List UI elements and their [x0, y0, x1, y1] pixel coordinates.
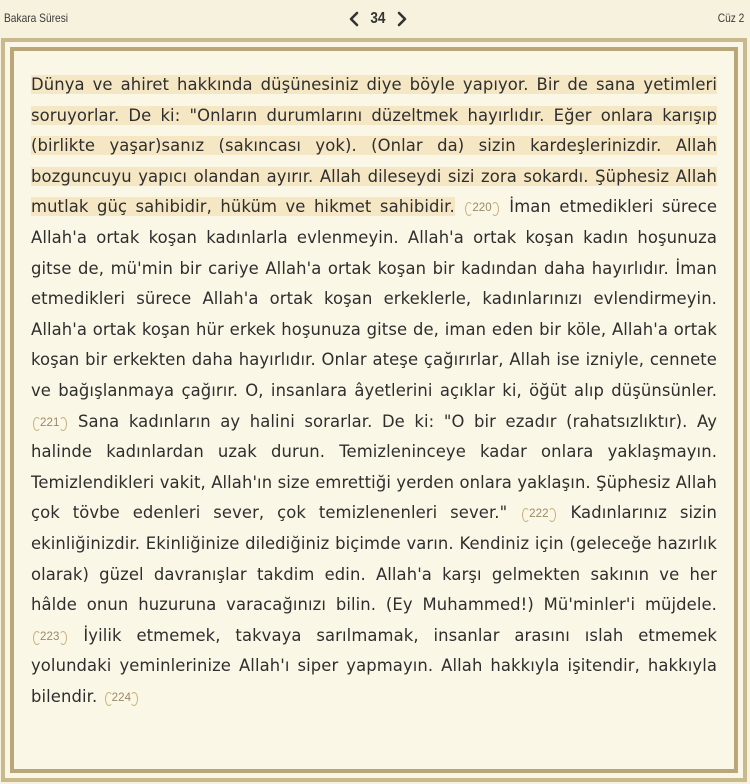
verse-number-badge: 221 — [33, 415, 67, 431]
chevron-left-icon[interactable] — [345, 8, 363, 30]
surah-name[interactable]: Bakara Süresi — [4, 11, 69, 25]
verse-text: İman etmedikleri sürece Allah'a ortak koşan kadınlarla evlenmeyin. Allah'a ortak koşan kadın hoşunuza gitse de, mü'min bir cariye Allah'a ortak koşan bir kadından daha hayırlıdır. İman etmedikleri sürece Allah'a ortak koşan erkeklerle, kadınlarınızı evlendirmeyin. Allah'a ortak koşan hür erkek hoşunuza gitse de, iman eden bir köle, Allah'a ortak koşan bir erkekten daha hayırlıdır. Onlar ateşe çağırırlar, Allah ise izniyle, cennete ve bağışlanmaya çağırır. O, insanlara âyetlerini açıklar ki, öğüt alıp düşünsünler. — [31, 197, 718, 400]
verse-number-badge: 223 — [33, 629, 67, 645]
verse-text: Sana kadınların ay halini sorarlar. De ki: "O bir ezadır (rahatsızlıktır). Ay halinde kadınlardan uzak durun. Temizleninceye kadar onlara yaklaşmayın. Temizlendikleri vakit, Allah'ın size emrettiği yerden onlara yaklaşın. Şüphesiz Allah çok tövbe edenleri sever, çok temizlenenleri sever." — [31, 411, 717, 523]
verse-text-block — [31, 70, 717, 712]
verse-221[interactable] — [31, 197, 717, 400]
verse-number-badge: 220 — [465, 200, 499, 216]
verse-text: İyilik etmemek, takvaya sarılmamak, insanlar arasını ıslah etmemek yolundaki yeminlerinize Allah'ı siper yapmayın. Allah hakkıyla işitendir, hakkıyla bilendir. — [31, 625, 717, 706]
top-bar — [0, 0, 750, 38]
page-number[interactable]: 34 — [370, 10, 386, 27]
verse-220[interactable] — [31, 75, 717, 216]
verse-number-badge: 222 — [522, 506, 556, 522]
chevron-right-icon[interactable] — [393, 8, 411, 30]
verse-text: Dünya ve ahiret hakkında düşünesiniz diye böyle yapıyor. Bir de sana yetimleri soruyorlar. De ki: "Onların durumlarını düzeltmek hayırlıdır. Eğer onlara karışıp (birlikte yaşar)sanız (sakıncası yok). (Onlar da) sizin kardeşlerinizdir. Allah bozguncuyu yapıcı olandan ayırır. Allah dileseydi sizi zora sokardı. Şüphesiz Allah mutlak güç sahibidir, hüküm ve hikmet sahibidir. — [31, 75, 717, 217]
verse-text: Kadınlarınız sizin ekinliğinizdir. Ekinliğinize dilediğiniz biçimde varın. Kendiniz için (geleceğe hazırlık olarak) güzel davranışlar takdim edin. Allah'a karşı gelmekten sakının ve her hâlde onun huzuruna varacağınızı bilin. (Ey Muhammed!) Mü'minler'i müjdele. — [31, 503, 717, 615]
juz-label[interactable]: Cüz 2 — [717, 11, 744, 25]
verse-number-badge: 224 — [105, 690, 139, 706]
page-navigator — [345, 6, 411, 32]
